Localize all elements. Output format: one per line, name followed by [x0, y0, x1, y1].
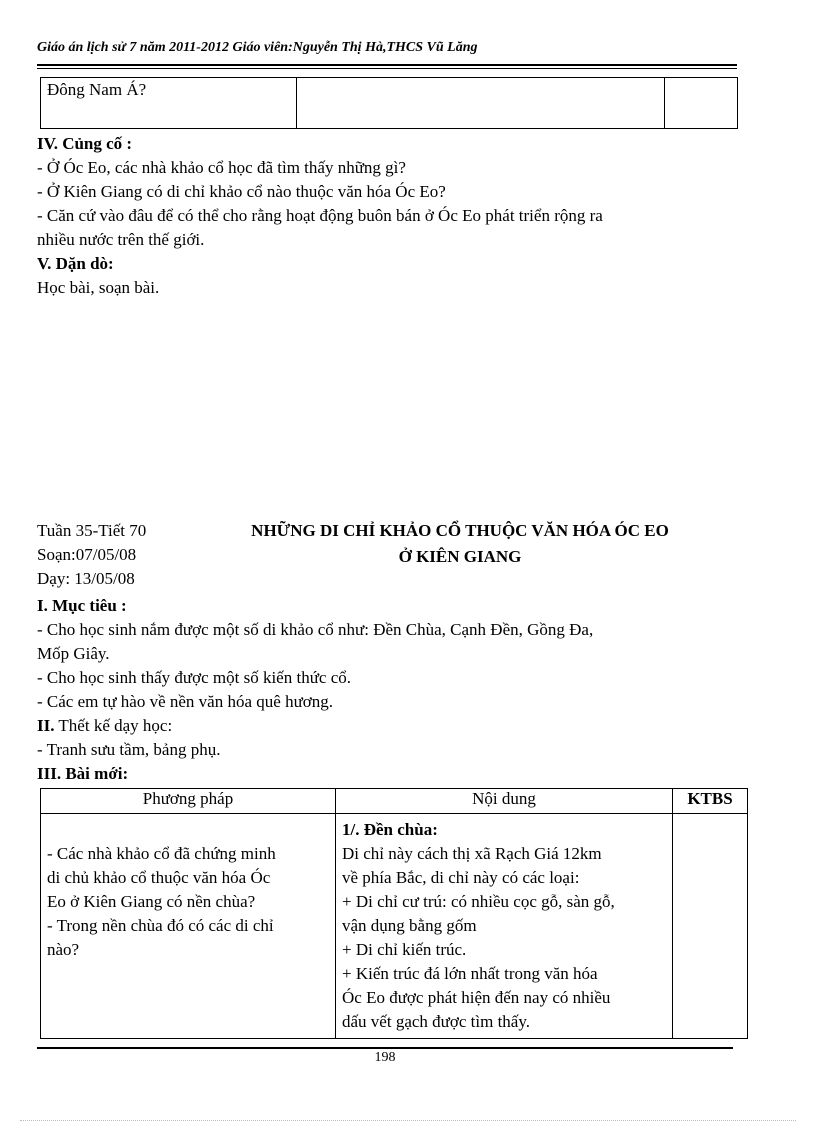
cungco-line: - Ở Óc Eo, các nhà khảo cổ học đã tìm thấy những gì? [37, 158, 406, 177]
page-header: Giáo án lịch sử 7 năm 2011-2012 Giáo viên:Nguyễn Thị Hà,THCS Vũ Lăng [37, 40, 478, 55]
method-cell [41, 814, 336, 1039]
lesson-teach-date: Dạy: 13/05/08 [37, 569, 135, 588]
page-edge-dotted [20, 1120, 796, 1121]
method-line: nào? [47, 940, 80, 959]
method-line: - Trong nền chùa đó có các di chỉ [47, 916, 274, 935]
cungco-line: - Ở Kiên Giang có di chỉ khảo cổ nào thuộc văn hóa Óc Eo? [37, 182, 446, 201]
carryover-cell-1: Đông Nam Á? [41, 78, 297, 129]
col-header-ktbs: KTBS [673, 789, 748, 814]
method-line: di chủ khảo cổ thuộc văn hóa Óc [47, 868, 271, 887]
content-line: dấu vết gạch được tìm thấy. [342, 1012, 530, 1031]
content-line: Di chỉ này cách thị xã Rạch Giá 12km [342, 844, 602, 863]
ktbs-cell [673, 814, 748, 1039]
cungco-heading: IV. Củng cố : [37, 134, 133, 153]
muctieu-heading: I. Mục tiêu : [37, 596, 127, 615]
content-line: về phía Bắc, di chỉ này có các loại: [342, 868, 580, 887]
muctieu-line: - Các em tự hào về nền văn hóa quê hương. [37, 692, 334, 711]
lesson-title [200, 518, 720, 570]
muctieu-line: - Cho học sinh nắm được một số di khảo cổ như: Đền Chùa, Cạnh Đền, Gồng Đa, [37, 620, 594, 639]
dando-heading: V. Dặn dò: [37, 254, 114, 273]
carryover-cell-2 [296, 78, 664, 129]
header-rule-thin [37, 68, 737, 69]
cungco-section [37, 132, 757, 300]
cungco-line: - Căn cứ vào đâu để có thể cho rằng hoạt động buôn bán ở Óc Eo phát triển rộng ra [37, 206, 603, 225]
muctieu-line: Mốp Giây. [37, 644, 110, 663]
content-line: + Di chỉ kiến trúc. [342, 940, 467, 959]
content-heading: 1/. Đền chùa: [342, 820, 438, 839]
content-line: Óc Eo được phát hiện đến nay có nhiều [342, 988, 611, 1007]
lesson-week: Tuần 35-Tiết 70 [37, 521, 147, 540]
content-line: vận dụng bằng gốm [342, 916, 477, 935]
carryover-cell-3 [664, 78, 737, 129]
content-line: + Kiến trúc đá lớn nhất trong văn hóa [342, 964, 598, 983]
lesson-title-line1: NHỮNG DI CHỈ KHẢO CỔ THUỘC VĂN HÓA ÓC EO [251, 521, 669, 540]
method-line: - Các nhà khảo cổ đã chứng minh [47, 844, 276, 863]
content-cell [336, 814, 673, 1039]
carryover-table [40, 77, 738, 129]
muctieu-line: - Cho học sinh thấy được một số kiến thức cổ. [37, 668, 352, 687]
method-line: Eo ở Kiên Giang có nền chùa? [47, 892, 256, 911]
header-rule [37, 64, 737, 66]
footer-rule [37, 1047, 733, 1049]
thietke-heading: Thết kế dạy học: [54, 716, 173, 735]
page-number: 198 [374, 1050, 396, 1065]
col-header-method: Phương pháp [41, 789, 336, 814]
lesson-table [40, 788, 748, 1039]
cungco-line: nhiều nước trên thế giới. [37, 230, 205, 249]
table-row [41, 814, 748, 1039]
baimoi-heading: III. Bài mới: [37, 764, 129, 783]
lesson-prep-date: Soạn:07/05/08 [37, 545, 137, 564]
lesson-table-header [41, 789, 748, 814]
thietke-heading-number: II. [37, 716, 55, 735]
lesson-title-line2: Ở KIÊN GIANG [398, 547, 522, 566]
dando-line: Học bài, soạn bài. [37, 278, 160, 297]
col-header-content: Nội dung [336, 789, 673, 814]
muctieu-section [37, 594, 757, 786]
thietke-line: - Tranh sưu tầm, bảng phụ. [37, 740, 221, 759]
content-line: + Di chỉ cư trú: có nhiều cọc gỗ, sàn gỗ, [342, 892, 615, 911]
